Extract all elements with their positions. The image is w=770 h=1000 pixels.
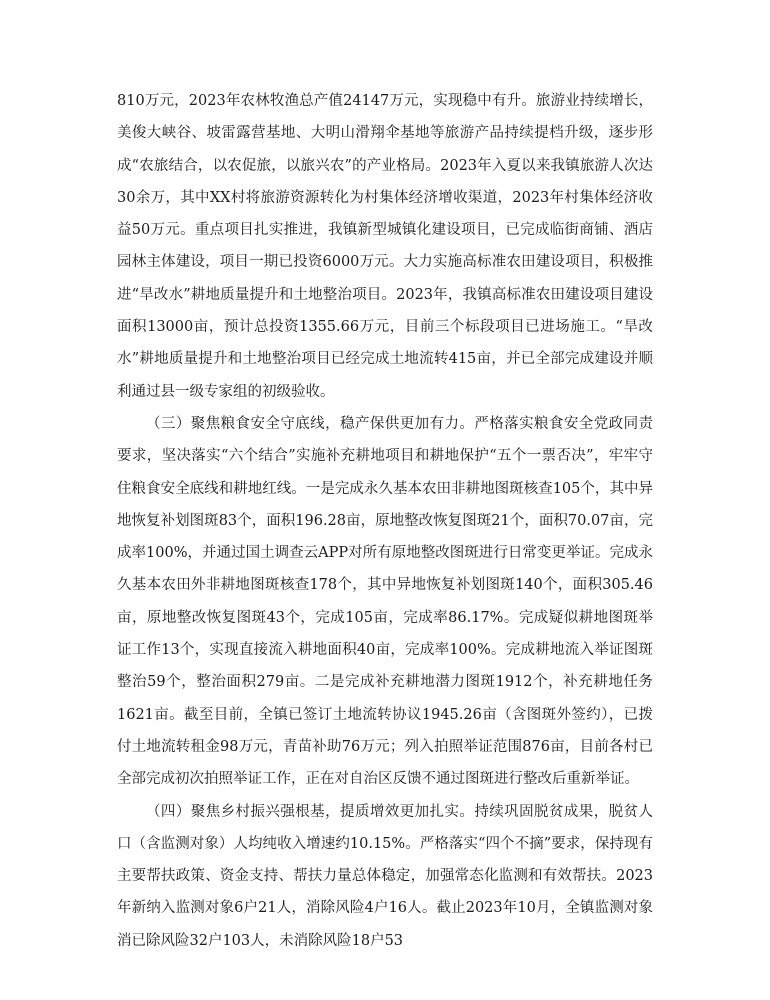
paragraph-grain-security: （三）聚焦粮食安全守底线，稳产保供更加有力。严格落实粮食安全党政同责要求，坚决落实“六个结合”实施补充耕地项目和耕地保护“五个一票否决”，牢牢守住粮食安全底线和耕地红线。一是完成永久基本农田非耕地图斑核查105个，其中异地恢复补划图斑83个，面积196.28亩，原地整改恢复图斑21个，面积70.07亩，完成率100%，并通过国土调查云APP对所有原地整改图斑进行日常变更举证。完成永久基本农田外非耕地图斑核查178个，其中异地恢复补划图斑140个，面积305.46亩，原地整改恢复图斑43个，完成105亩，完成率86.17%。完成疑似耕地图斑举证工作13个，实现直接流入耕地面积40亩，完成率100%。完成耕地流入举证图斑整治59个，整治面积279亩。二是完成补充耕地潜力图斑1912个，补充耕地任务1621亩。截至目前，全镇已签订土地流转协议1945.26亩（含图斑外签约），已拨付土地流转租金98万元，青苗补助76万元；列入拍照举证范围876亩，目前各村已全部完成初次拍照举证工作，正在对自治区反馈不通过图斑进行整改后重新举证。: [117, 415, 653, 788]
paragraph-agriculture-tourism-projects: 810万元，2023年农林牧渔总产值24147万元，实现稳中有升。旅游业持续增长，美俊大峡谷、坡雷露营基地、大明山滑翔伞基地等旅游产品持续提档升级，逐步形成“农旅结合，以农促旅，以旅兴农”的产业格局。2023年入夏以来我镇旅游人次达30余万，其中XX村将旅游资源转化为村集体经济增收渠道，2023年村集体经济收益50万元。重点项目扎实推进，我镇新型城镇化建设项目，已完成临街商铺、酒店园林主体建设，项目一期已投资6000万元。大力实施高标准农田建设项目，积极推进“旱改水”耕地质量提升和土地整治项目。2023年，我镇高标准农田建设项目建设面积13000亩，预计总投资1355.66万元，目前三个标段项目已进场施工。“旱改水”耕地质量提升和土地整治项目已经完成土地流转415亩，并已全部完成建设并顺利通过县一级专家组的初级验收。: [117, 93, 653, 400]
document-body: [117, 85, 653, 957]
paragraph-rural-revitalization: （四）聚焦乡村振兴强根基，提质增效更加扎实。持续巩固脱贫成果，脱贫人口（含监测对象）人均纯收入增速约10.15%。严格落实“四个不摘”要求，保持现有主要帮扶政策、资金支持、帮扶力量总体稳定，加强常态化监测和有效帮扶。2023年新纳入监测对象6户21人，消除风险4户16人。截止2023年10月，全镇监测对象消已除风险32户103人，未消除风险18户53: [117, 803, 653, 949]
